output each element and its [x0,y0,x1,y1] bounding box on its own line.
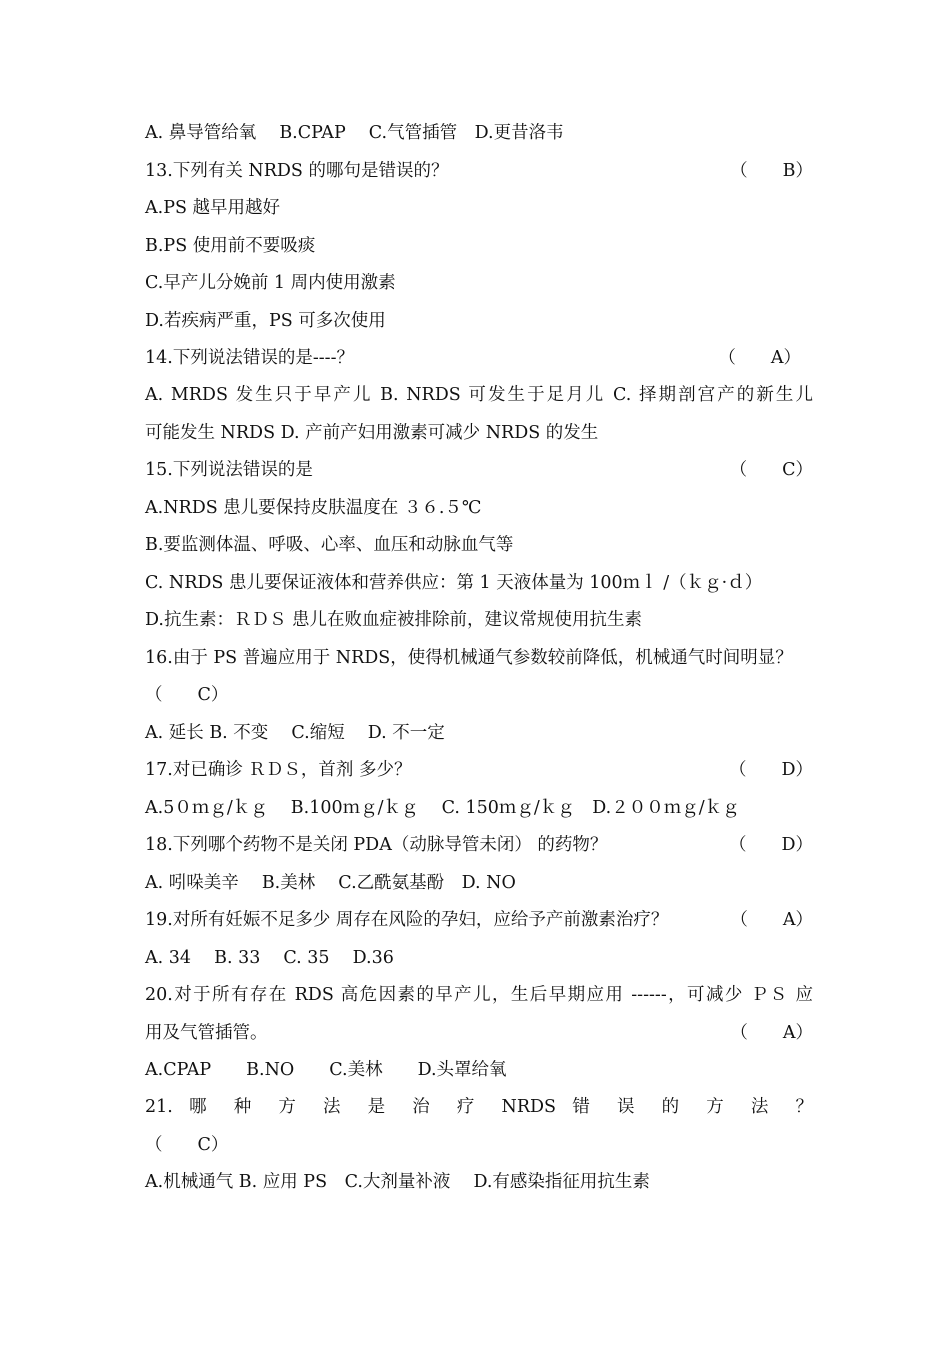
option-line [145,228,813,265]
line-text: D.抗生素：ＲＤＳ 患儿在败血症被排除前，建议常规使用抗生素 [145,610,643,630]
option-line [145,790,813,827]
question-text: 用及气管插管。 [145,1023,268,1043]
question-20-continued [145,1015,813,1052]
option-line [145,715,813,752]
line-text: C.早产儿分娩前 1 周内使用激素 [145,273,396,293]
option-line [145,303,813,340]
line-text: C. NRDS 患儿要保证液体和营养供应：第 1 天液体量为 100ｍｌ /（ｋｇ·ｄ） [145,573,763,593]
question-text: 13.下列有关 NRDS 的哪句是错误的？ [145,161,449,181]
line-text: A.NRDS 患儿要保持皮肤温度在 ３６.５℃ [145,498,482,518]
answer-line [145,677,813,714]
answer-label: （ B） [730,161,813,181]
question-text: 14.下列说法错误的是----？ [145,348,354,368]
option-line [145,415,813,452]
option-line [145,265,813,302]
question-16 [145,640,813,677]
line-text: A.5０ｍｇ/ｋｇ B.100ｍｇ/ｋｇ C. 150ｍｇ/ｋｇ D.２００ｍｇ/ｋｇ [145,798,740,818]
answer-label: （ D） [728,760,813,780]
question-text: 16.由于 PS 普遍应用于 NRDS，使得机械通气参数较前降低，机械通气时间明显？ [145,648,793,668]
question-20: 20.对于所有存在 RDS 高危因素的早产儿，生后早期应用 ------，可减少 ＰＳ 应 [145,985,813,1005]
line-text: A. 34 B. 33 C. 35 D.36 [145,948,394,968]
line-text: A.CPAP B.NO C.美林 D.头罩给氧 [145,1060,507,1080]
line-text: D.若疾病严重，PS 可多次使用 [145,311,386,331]
option-line [145,940,813,977]
line-text: B.PS 使用前不要吸痰 [145,236,316,256]
question-text: 15.下列说法错误的是 [145,460,313,480]
option-line [145,527,813,564]
line-text: A.机械通气 B. 应用 PS C.大剂量补液 D.有感染指征用抗生素 [145,1172,650,1192]
question-17 [145,752,813,789]
option-line [145,490,813,527]
answer-label: （ C） [145,1135,229,1155]
answer-label: （ A） [730,910,813,930]
question-text: 17.对已确诊 ＲＤＳ，首剂 多少？ [145,760,412,780]
question-15 [145,452,813,489]
answer-label: （ C） [145,685,229,705]
answer-label: （ A） [718,348,801,368]
answer-label: （ D） [728,835,813,855]
option-line [145,115,813,152]
question-14 [145,340,813,377]
option-line [145,1052,813,1089]
question-18 [145,827,813,864]
answer-line [145,1127,813,1164]
line-text: A. 吲哚美辛 B.美林 C.乙酰氨基酚 D. NO [145,873,516,893]
question-text: 19.对所有妊娠不足多少 周存在风险的孕妇，应给予产前激素治疗？ [145,910,669,930]
line-text: B.要监测体温、呼吸、心率、血压和动脉血气等 [145,535,514,555]
question-21: 21. 哪 种 方 法 是 治 疗 NRDS 错 误 的 方 法 ？ [145,1097,813,1117]
answer-label: （ C） [729,460,813,480]
line-text: A. 延长 B. 不变 C.缩短 D. 不一定 [145,723,445,743]
line-text: 可能发生 NRDS D. 产前产妇用激素可减少 NRDS 的发生 [145,423,599,443]
line-text: A. 鼻导管给氧 B.CPAP C.气管插管 D.更昔洛韦 [145,123,564,143]
question-text: 18.下列哪个药物不是关闭 PDA（动脉导管未闭） 的药物？ [145,835,608,855]
option-line [145,190,813,227]
question-19 [145,902,813,939]
option-line [145,565,813,602]
answer-label: （ A） [730,1023,813,1043]
line-text: A.PS 越早用越好 [145,198,281,218]
option-line [145,865,813,902]
option-line: A. MRDS 发生只于早产儿 B. NRDS 可发生于足月儿 C. 择期剖宫产的新生儿 [145,385,813,405]
option-line [145,602,813,639]
option-line [145,1164,813,1201]
question-13 [145,153,813,190]
